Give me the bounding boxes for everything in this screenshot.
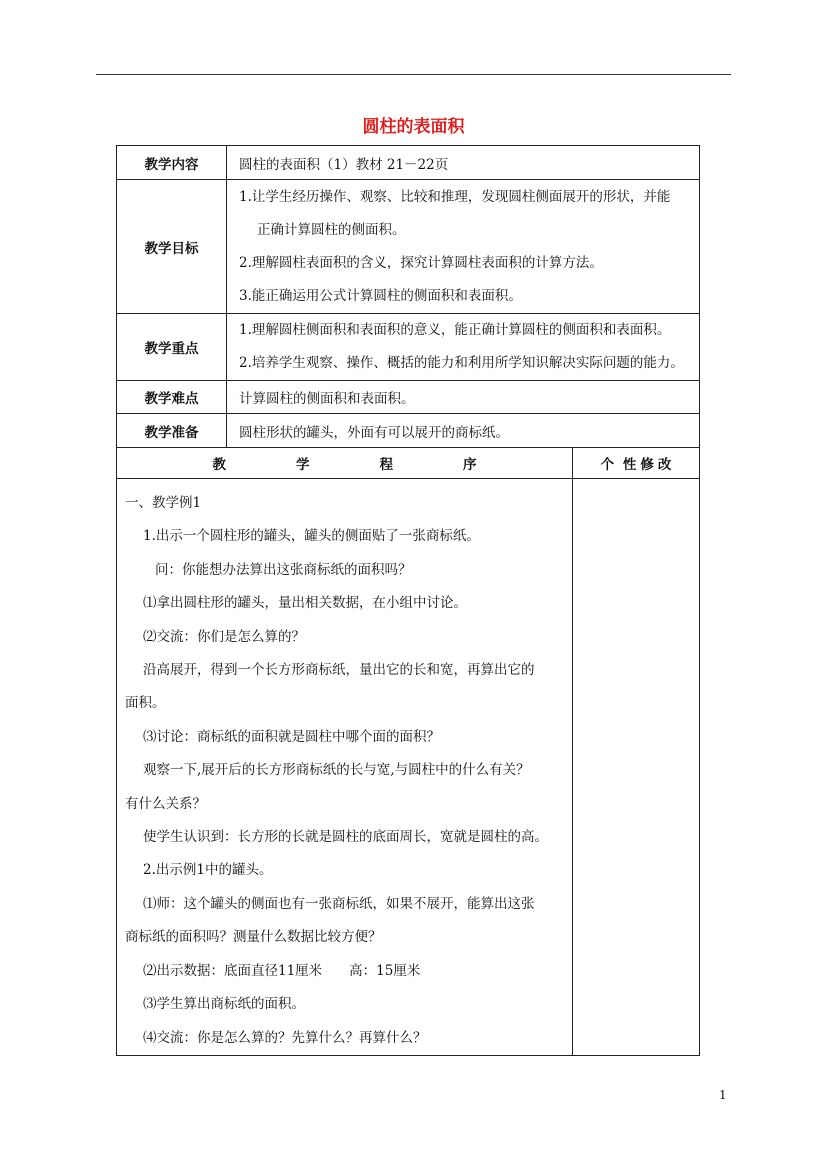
modify-header xyxy=(573,448,700,479)
process-header-char: 学 xyxy=(296,457,310,473)
process-header-char: 序 xyxy=(463,457,477,473)
process-line: ⑵出示数据：底面直径11厘米 高：15厘米 xyxy=(143,962,421,979)
row-process-body xyxy=(117,479,700,1056)
goal-line: 2.理解圆柱表面积的含义，探究计算圆柱表面积的计算方法。 xyxy=(239,254,603,271)
modify-header-char: 修 xyxy=(640,457,654,473)
process-line: 2.出示例1中的罐头。 xyxy=(143,862,273,879)
process-line: 一、教学例1 xyxy=(125,495,202,511)
key-line: 1.理解圆柱侧面积和表面积的意义，能正确计算圆柱的侧面积和表面积。 xyxy=(239,322,671,338)
goal-line: 3.能正确运用公式计算圆柱的侧面积和表面积。 xyxy=(239,287,522,304)
label-difficulty: 教学难点 xyxy=(117,381,227,414)
label-prep: 教学准备 xyxy=(117,414,227,448)
key-line: 2.培养学生观察、操作、概括的能力和利用所学知识解决实际问题的能力。 xyxy=(239,355,684,371)
row-goals xyxy=(117,180,700,314)
modify-header-char: 性 xyxy=(622,457,637,473)
process-line: 问：你能想办法算出这张商标纸的面积吗？ xyxy=(155,561,412,578)
process-line: ⑶学生算出商标纸的面积。 xyxy=(143,996,305,1013)
goal-line: 1.让学生经历操作、观察、比较和推理，发现圆柱侧面展开的形状，并能 xyxy=(239,188,671,205)
process-line: ⑶讨论：商标纸的面积就是圆柱中哪个面的面积？ xyxy=(143,728,440,745)
process-line: ⑴拿出圆柱形的罐头，量出相关数据，在小组中讨论。 xyxy=(143,595,467,612)
process-line: 观察一下,展开后的长方形商标纸的长与宽,与圆柱中的什么有关？ xyxy=(143,762,530,779)
process-header-char: 程 xyxy=(379,457,393,473)
process-header xyxy=(117,448,573,479)
process-line: 使学生认识到：长方形的长就是圆柱的底面周长，宽就是圆柱的高。 xyxy=(143,829,548,846)
label-key: 教学重点 xyxy=(117,314,227,381)
label-goals: 教学目标 xyxy=(117,180,227,314)
row-content xyxy=(117,146,700,180)
process-line: ⑷交流：你是怎么算的？先算什么？再算什么？ xyxy=(143,1029,427,1046)
value-difficulty: 计算圆柱的侧面积和表面积。 xyxy=(227,381,700,414)
process-line: 商标纸的面积吗？测量什么数据比较方便？ xyxy=(125,929,382,946)
value-content: 圆柱的表面积（1）教材 21－22页 xyxy=(227,146,700,180)
row-prep xyxy=(117,414,700,448)
header-rule xyxy=(96,74,731,75)
lesson-plan-table xyxy=(116,145,700,1056)
value-goals xyxy=(227,180,700,314)
row-key xyxy=(117,314,700,381)
modify-header-char: 个 xyxy=(600,457,615,473)
process-header-char: 教 xyxy=(212,457,226,473)
process-line: 1.出示一个圆柱形的罐头，罐头的侧面贴了一张商标纸。 xyxy=(143,528,480,545)
process-line: 沿高展开，得到一个长方形商标纸，量出它的长和宽，再算出它的 xyxy=(143,662,535,679)
row-process-header xyxy=(117,448,700,479)
document-title: 圆柱的表面积 xyxy=(362,117,465,137)
process-line: 面积。 xyxy=(125,695,166,712)
value-prep: 圆柱形状的罐头，外面有可以展开的商标纸。 xyxy=(227,414,700,448)
modify-header-char: 改 xyxy=(657,457,672,473)
label-content: 教学内容 xyxy=(117,146,227,180)
modify-body xyxy=(573,479,700,1056)
row-difficulty xyxy=(117,381,700,414)
process-line: ⑴师：这个罐头的侧面也有一张商标纸，如果不展开，能算出这张 xyxy=(143,895,535,912)
value-key xyxy=(227,314,700,381)
page-number: 1 xyxy=(719,1088,727,1102)
goal-line: 正确计算圆柱的侧面积。 xyxy=(257,221,406,238)
process-line: 有什么关系？ xyxy=(125,795,206,812)
process-body xyxy=(117,479,573,1056)
process-line: ⑵交流：你们是怎么算的？ xyxy=(143,628,305,645)
